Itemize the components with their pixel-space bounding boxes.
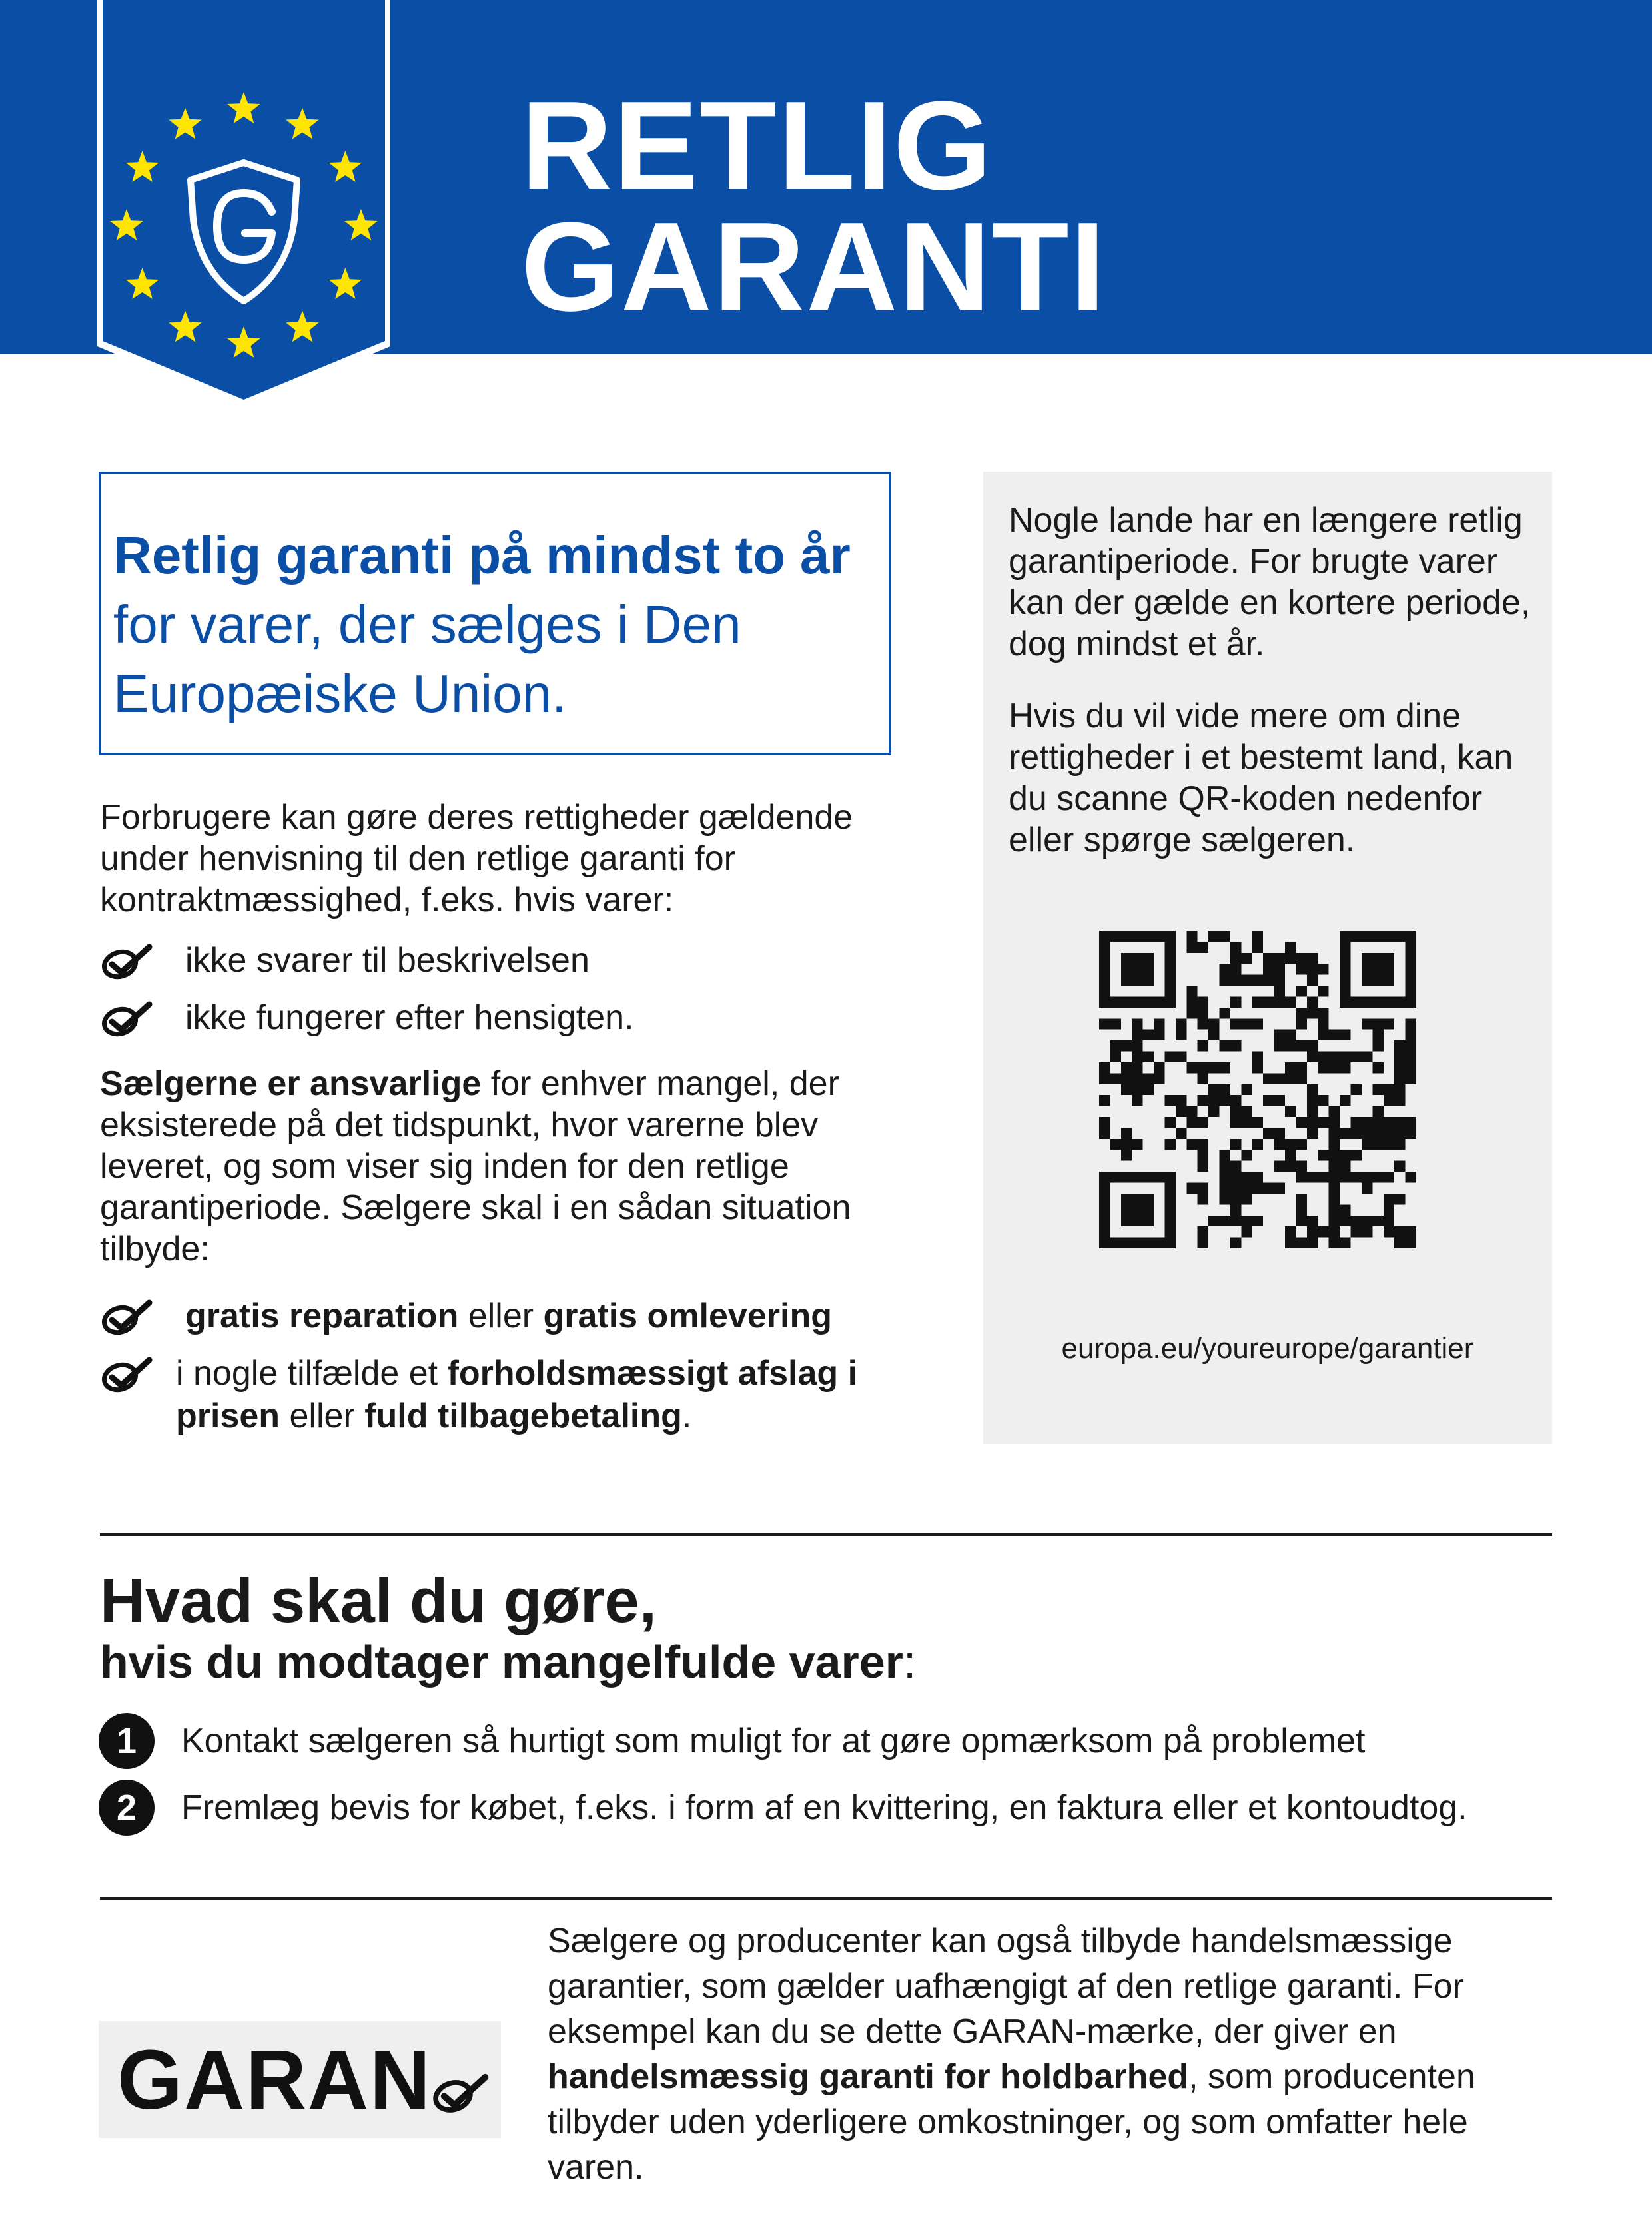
divider bbox=[100, 1533, 1552, 1536]
intro-text bbox=[113, 521, 889, 729]
garan-logo-text: GARAN bbox=[117, 2033, 432, 2127]
step-number: 1 bbox=[99, 1713, 155, 1769]
remedy-item bbox=[100, 1295, 832, 1337]
remedy-item bbox=[100, 1352, 939, 1437]
title-line-2: GARANTI bbox=[521, 196, 1107, 338]
commercial-text: Sælgere og producenter kan også tilbyde handelsmæssige garantier, som gælder uafhængigt af den retlige garanti. For eksempel kan du se dette GARAN-mærke, der giver en handelsmæssig garanti for holdbarhed, som producenten tilbyder uden yderligere omkostninger, og som omfatter hele varen. bbox=[548, 1922, 1475, 2187]
section-subheading: hvis du modtager mangelfulde varer: bbox=[100, 1636, 917, 1688]
title-line-1: RETLIG bbox=[521, 75, 993, 216]
check-icon bbox=[100, 1355, 153, 1395]
list-item-text: ikke fungerer efter hensigten. bbox=[185, 998, 634, 1037]
intro-bold: Retlig garanti på mindst to år bbox=[113, 526, 851, 585]
step-text: Fremlæg bevis for købet, f.eks. i form af en kvittering, en faktura eller et kontoudtog. bbox=[181, 1788, 1467, 1827]
step-2 bbox=[99, 1780, 1467, 1836]
step-1 bbox=[99, 1713, 1365, 1769]
panel-text-2: Hvis du vil vide mere om dine rettigheder i et bestemt land, kan du scanne QR-koden nedenfor eller spørge sælgeren. bbox=[1009, 697, 1513, 859]
list-item bbox=[100, 996, 634, 1039]
sellers-text: Sælgerne er ansvarlige for enhver mangel, der eksisterede på det tidspunkt, hvor varerne blev leveret, og som viser sig inden for den retlige garantiperiode. Sælgere skal i en sådan situation tilbyde: bbox=[100, 1064, 851, 1268]
step-number: 2 bbox=[99, 1780, 155, 1836]
step-text: Kontakt sælgeren så hurtigt som muligt for at gøre opmærksom på problemet bbox=[181, 1722, 1366, 1760]
page-title bbox=[521, 75, 1107, 338]
info-panel bbox=[983, 472, 1552, 1444]
remedy-text: gratis reparation eller gratis omlevering bbox=[185, 1297, 832, 1335]
check-icon bbox=[100, 999, 153, 1039]
sellers-bold: Sælgerne er ansvarlige bbox=[100, 1064, 482, 1103]
garan-logo bbox=[99, 2021, 501, 2138]
consumers-text: Forbrugere kan gøre deres rettigheder gældende under henvisning til den retlige garanti for kontraktmæssighed, f.eks. hvis varer: bbox=[100, 798, 853, 919]
divider bbox=[100, 1897, 1552, 1900]
intro-box bbox=[99, 472, 891, 755]
panel-url[interactable]: europa.eu/youreurope/garantier bbox=[1061, 1332, 1474, 1365]
eu-guarantee-badge-icon bbox=[97, 0, 390, 408]
check-icon bbox=[430, 2071, 490, 2115]
qr-code-icon[interactable] bbox=[1099, 931, 1416, 1248]
list-item-text: ikke svarer til beskrivelsen bbox=[185, 941, 590, 980]
list-item bbox=[100, 939, 590, 982]
section-heading: Hvad skal du gøre, bbox=[100, 1565, 657, 1635]
check-icon bbox=[100, 1297, 153, 1337]
check-icon bbox=[100, 942, 153, 982]
remedy-text: i nogle tilfælde et forholdsmæssigt afslag i prisen eller fuld tilbagebetaling. bbox=[176, 1354, 858, 1435]
intro-rest: for varer, der sælges i Den Europæiske Union. bbox=[113, 595, 741, 723]
panel-text-1: Nogle lande har en længere retlig garantiperiode. For brugte varer kan der gælde en kortere periode, dog mindst et år. bbox=[1009, 501, 1531, 663]
